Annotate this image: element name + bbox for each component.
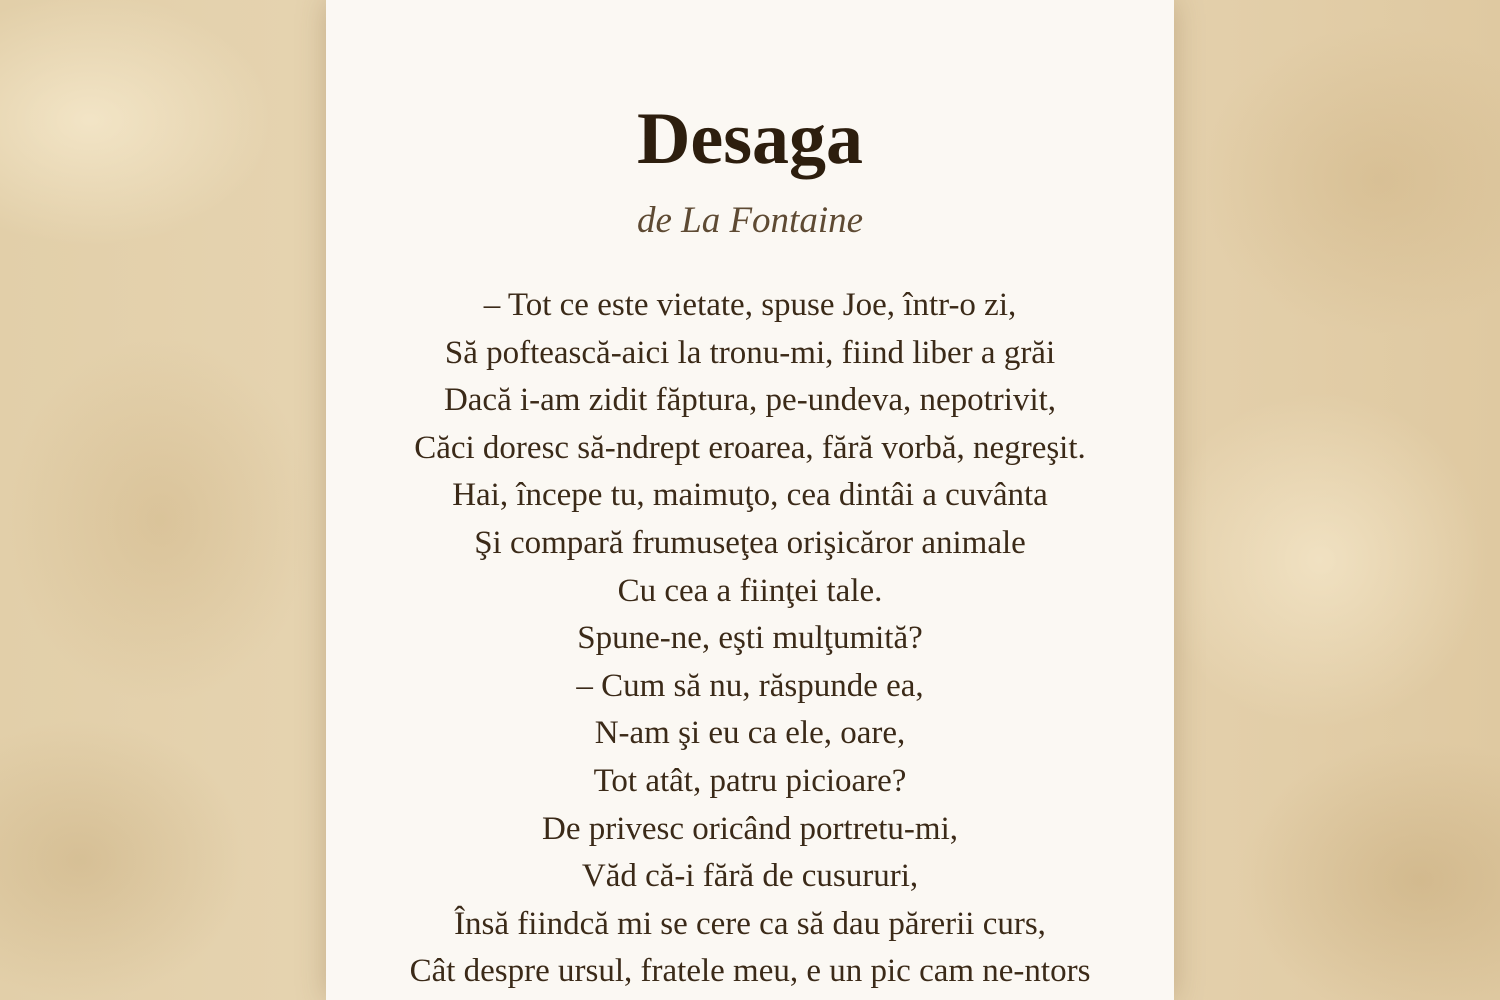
poem-line: Dacă i-am zidit făptura, pe-undeva, nepotrivit, — [443, 382, 1057, 419]
poem-author: de La Fontaine — [636, 200, 864, 241]
poem-line: N-am şi eu ca ele, oare, — [594, 715, 906, 752]
poem-title: Desaga — [636, 98, 864, 180]
poem-line: Tot atât, patru picioare? — [593, 762, 907, 799]
poem-line: – Tot ce este vietate, spuse Joe, într-o zi, — [483, 287, 1017, 323]
poem-line: Şi compară frumuseţea orişicăror animale — [474, 524, 1026, 561]
poem-line: Văd că-i fără de cusururi, — [581, 858, 919, 895]
poem-line: – Cum să nu, răspunde ea, — [576, 667, 924, 704]
poem-line: Să poftească-aici la tronu-mi, fiind liber a grăi — [444, 334, 1056, 371]
poem-line: Cu cea a fiinţei tale. — [617, 572, 883, 609]
poem-line: Însă fiindcă mi se cere ca să dau părerii curs, — [454, 905, 1046, 942]
poem-body — [326, 282, 1174, 996]
poem-line: Cât despre ursul, fratele meu, e un pic cam ne-ntors — [409, 953, 1091, 990]
poem-line: Căci doresc să-ndrept eroarea, fără vorbă, negreşit. — [414, 429, 1086, 466]
poem-line: Hai, începe tu, maimuţo, cea dintâi a cuvânta — [452, 477, 1048, 514]
poem-line: Spune-ne, eşti mulţumită? — [577, 620, 923, 657]
poem-page — [326, 0, 1174, 1000]
poem-line: De privesc oricând portretu-mi, — [541, 810, 958, 847]
